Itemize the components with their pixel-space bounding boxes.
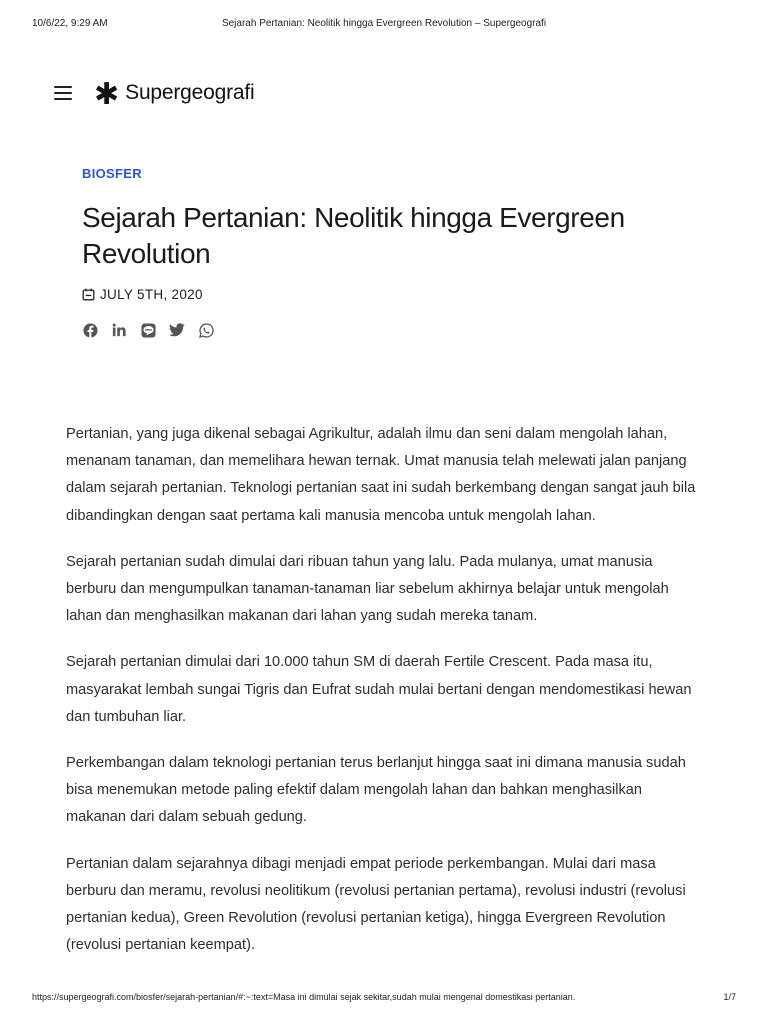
article-paragraph: Pertanian, yang juga dikenal sebagai Agrikultur, adalah ilmu dan seni dalam mengolah lahan, menanam tanaman, dan memelihara hewan ternak. Umat manusia telah melewati jalan panjang dalam sejarah pertanian. Teknologi pertanian saat ini sudah berkembang dengan sangat jauh bila dibandingkan dengan saat pertama kali manusia mencoba untuk mengolah lahan. (66, 426, 696, 524)
line-icon[interactable] (140, 322, 156, 338)
site-logo[interactable] (94, 78, 255, 111)
whatsapp-icon[interactable] (198, 322, 214, 338)
print-datetime: 10/6/22, 9:29 AM (32, 18, 108, 29)
print-url: https://supergeografi.com/biosfer/sejarah-pertanian/#:~:text=Masa ini dimulai sejak sekitar,sudah mulai mengenal domestikasi pertanian. (32, 992, 576, 1002)
print-footer (32, 992, 736, 1004)
hamburger-menu-icon[interactable] (54, 86, 72, 100)
linkedin-icon[interactable] (111, 322, 127, 338)
calendar-icon (82, 288, 95, 301)
print-page-number: 1/7 (723, 992, 736, 1002)
page-title: Sejarah Pertanian: Neolitik hingga Evergreen Revolution (82, 202, 625, 269)
asterisk-logo-icon: ✱ (94, 78, 120, 111)
article-paragraph: Perkembangan dalam teknologi pertanian terus berlanjut hingga saat ini dimana manusia sudah bisa menemukan metode paling efektif dalam mengolah lahan dan bahkan menghasilkan makanan dari dalam sebuah gedung. (66, 755, 686, 826)
article-paragraph: Sejarah pertanian dimulai dari 10.000 tahun SM di daerah Fertile Crescent. Pada masa itu, masyarakat lembah sungai Tigris dan Eufrat sudah mulai bertani dengan mendomestikasi hewan dan tumbuhan liar. (66, 654, 692, 725)
print-page-title: Sejarah Pertanian: Neolitik hingga Evergreen Revolution – Supergeografi (221, 18, 547, 29)
article-paragraph: Pertanian dalam sejarahnya dibagi menjadi empat periode perkembangan. Mulai dari masa berburu dan meramu, revolusi neolitikum (revolusi pertanian pertama), revolusi industri (revolusi pertanian kedua), Green Revolution (revolusi pertanian ketiga), hingga Evergreen Revolution (revolusi pertanian keempat). (66, 855, 686, 954)
category-link[interactable]: BIOSFER (82, 166, 142, 181)
post-date (82, 287, 203, 302)
site-header (54, 78, 255, 111)
twitter-icon[interactable] (169, 322, 185, 338)
logo-text: Supergeografi (125, 81, 255, 104)
article-body (66, 421, 706, 978)
facebook-icon[interactable] (82, 322, 98, 338)
share-bar (82, 322, 227, 338)
post-date-text: JULY 5TH, 2020 (100, 287, 203, 302)
article-paragraph: Sejarah pertanian sudah dimulai dari ribuan tahun yang lalu. Pada mulanya, umat manusia berburu dan mengumpulkan tanaman-tanaman liar sebelum akhirnya belajar untuk mengolah lahan dan menghasilkan makanan dari lahan yang sudah mereka tanam. (66, 553, 669, 625)
print-header (32, 18, 736, 32)
